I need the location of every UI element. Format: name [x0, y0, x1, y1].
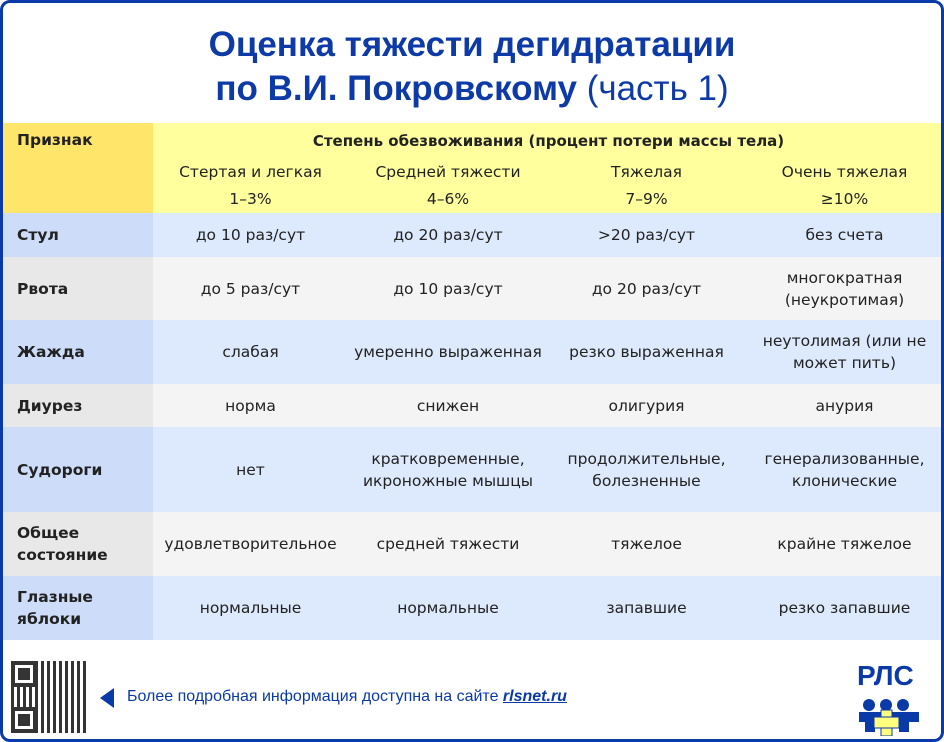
table-row	[3, 384, 944, 427]
table-row	[3, 427, 944, 512]
table-cell: снижен	[348, 384, 548, 427]
title-line-2: по В.И. Покровскому	[215, 69, 577, 108]
row-label: Жажда	[3, 320, 153, 384]
column-range: 7–9%	[548, 185, 745, 213]
table-cell: до 10 раз/сут	[348, 257, 548, 320]
table-cell: нет	[153, 427, 348, 512]
table-cell: крайне тяжелое	[745, 512, 944, 576]
table-cell: >20 раз/сут	[548, 213, 745, 257]
table-cell: тяжелое	[548, 512, 745, 576]
row-label: Глазные яблоки	[3, 576, 153, 640]
table-row	[3, 576, 944, 640]
table-row	[3, 512, 944, 576]
column-name: Стертая и легкая	[153, 159, 348, 185]
info-label: Более подробная информация доступна на сайте	[127, 688, 499, 705]
table-cell: до 20 раз/сут	[548, 257, 745, 320]
table-cell: нормальные	[153, 576, 348, 640]
qr-code[interactable]	[11, 661, 87, 733]
table-row	[3, 320, 944, 384]
table-cell: продолжительные, болезненные	[548, 427, 745, 512]
row-label: Рвота	[3, 257, 153, 320]
table-cell: средней тяжести	[348, 512, 548, 576]
info-text	[127, 688, 567, 706]
table-cell: резко выраженная	[548, 320, 745, 384]
table-cell: норма	[153, 384, 348, 427]
table-row	[3, 257, 944, 320]
title-part: (часть 1)	[586, 69, 729, 108]
table-cell: до 5 раз/сут	[153, 257, 348, 320]
page-title	[3, 23, 941, 111]
table-cell: генерализованные, клонические	[745, 427, 944, 512]
column-name: Очень тяжелая	[745, 159, 944, 185]
column-name: Тяжелая	[548, 159, 745, 185]
table-cell: анурия	[745, 384, 944, 427]
table-cell: удовлетворительное	[153, 512, 348, 576]
arrow-left-icon	[100, 688, 114, 708]
table-cell: неутолимая (или не может пить)	[745, 320, 944, 384]
column-name: Средней тяжести	[348, 159, 548, 185]
table-cell: нормальные	[348, 576, 548, 640]
row-label: Стул	[3, 213, 153, 257]
column-range: ≥10%	[745, 185, 944, 213]
table-cell: запавшие	[548, 576, 745, 640]
table-cell: олигурия	[548, 384, 745, 427]
table-cell: без счета	[745, 213, 944, 257]
footer	[11, 658, 941, 736]
site-link[interactable]: rlsnet.ru	[502, 688, 567, 705]
table-row	[3, 213, 944, 257]
group-header: Степень обезвоживания (процент потери массы тела)	[153, 123, 944, 159]
table-cell: многократная (неукротимая)	[745, 257, 944, 320]
table-cell: резко запавшие	[745, 576, 944, 640]
rls-logo	[857, 660, 929, 736]
table-cell: до 10 раз/сут	[153, 213, 348, 257]
row-label: Общее состояние	[3, 512, 153, 576]
table-cell: умеренно выраженная	[348, 320, 548, 384]
row-label: Судороги	[3, 427, 153, 512]
title-line-1: Оценка тяжести дегидратации	[208, 25, 736, 64]
column-range: 1–3%	[153, 185, 348, 213]
table-cell: слабая	[153, 320, 348, 384]
table-cell: кратковременные, икроножные мышцы	[348, 427, 548, 512]
row-label: Диурез	[3, 384, 153, 427]
table-cell: до 20 раз/сут	[348, 213, 548, 257]
dehydration-table	[3, 123, 944, 640]
label-header: Признак	[3, 123, 153, 213]
column-range: 4–6%	[348, 185, 548, 213]
logo-text: РЛС	[857, 660, 914, 691]
